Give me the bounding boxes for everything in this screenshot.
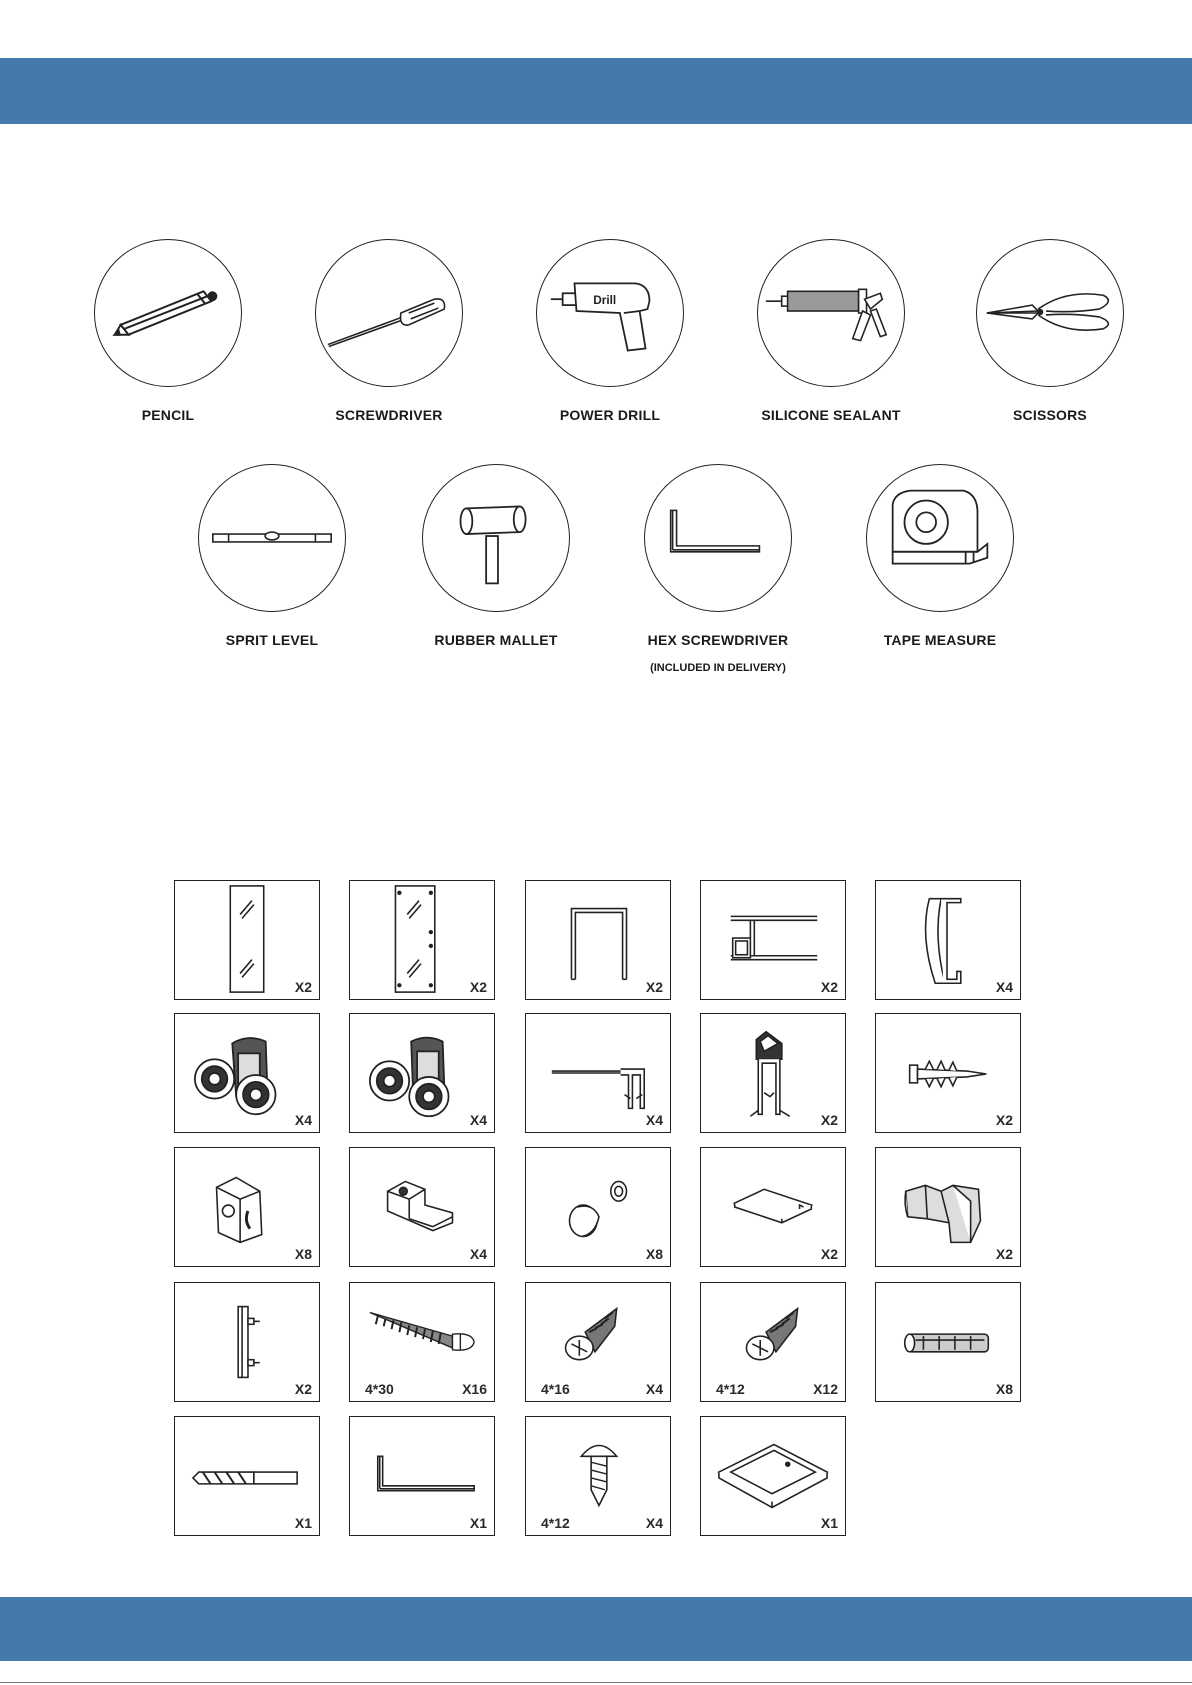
pencil-icon	[95, 240, 241, 386]
part-top-roller	[174, 1013, 320, 1133]
tool-circle	[644, 464, 792, 612]
size-label: 4*16	[541, 1381, 570, 1397]
part-wall-plug	[875, 1013, 1021, 1133]
power-drill-icon	[537, 240, 683, 386]
tool-label: POWER DRILL	[559, 407, 661, 423]
tool-circle	[976, 239, 1124, 387]
tool-circle	[757, 239, 905, 387]
tool-screwdriver	[279, 239, 499, 423]
tool-circle	[536, 239, 684, 387]
part-glass-panel-narrow	[174, 880, 320, 1000]
tool-label: SCISSORS	[1013, 407, 1087, 423]
sealant-gun-icon	[758, 240, 904, 386]
part-handle-bar	[875, 880, 1021, 1000]
quantity-label: X2	[995, 1246, 1013, 1262]
size-label: 4*12	[716, 1381, 745, 1397]
tool-rubber-mallet	[386, 464, 606, 648]
quantity-label: X2	[469, 979, 487, 995]
tool-silicone-sealant	[721, 239, 941, 423]
tool-label: TAPE MEASURE	[883, 632, 997, 648]
quantity-label: X8	[995, 1381, 1013, 1397]
part-screw-4x16	[525, 1282, 671, 1402]
part-stopper-cap	[525, 1147, 671, 1267]
tool-label: SPRIT LEVEL	[225, 632, 319, 648]
hex-key-icon	[645, 465, 791, 611]
tool-circle	[198, 464, 346, 612]
part-glass-panel-wide	[349, 880, 495, 1000]
quantity-label: X16	[462, 1381, 487, 1397]
tape-measure-icon	[867, 465, 1013, 611]
footer-band	[0, 1597, 1192, 1661]
part-bottom-roller	[349, 1013, 495, 1133]
part-magnetic-seal	[700, 1013, 846, 1133]
part-hex-key	[349, 1416, 495, 1536]
part-drill-bit	[174, 1416, 320, 1536]
part-pin-bracket	[174, 1282, 320, 1402]
quantity-label: X1	[469, 1515, 487, 1531]
rubber-mallet-icon	[423, 465, 569, 611]
tool-label: HEX SCREWDRIVER	[647, 632, 789, 648]
part-seal-strip	[525, 1013, 671, 1133]
quantity-label: X1	[294, 1515, 312, 1531]
size-label: 4*30	[365, 1381, 394, 1397]
part-l-bracket	[349, 1147, 495, 1267]
screwdriver-icon	[316, 240, 462, 386]
tool-label: RUBBER MALLET	[434, 632, 558, 648]
quantity-label: X4	[995, 979, 1013, 995]
quantity-label: X12	[813, 1381, 838, 1397]
tool-spirit-level	[162, 464, 382, 648]
quantity-label: X2	[820, 1112, 838, 1128]
spirit-level-icon	[199, 465, 345, 611]
tool-power-drill	[500, 239, 720, 423]
quantity-label: X8	[645, 1246, 663, 1262]
size-label: 4*12	[541, 1515, 570, 1531]
quantity-label: X2	[820, 979, 838, 995]
quantity-label: X4	[645, 1381, 663, 1397]
tool-label: SCREWDRIVER	[335, 407, 443, 423]
part-shower-tray	[700, 1416, 846, 1536]
quantity-label: X4	[469, 1246, 487, 1262]
tool-tape-measure	[830, 464, 1050, 648]
drill-label-text: Drill	[593, 293, 617, 308]
quantity-label: X2	[294, 1381, 312, 1397]
quantity-label: X4	[645, 1112, 663, 1128]
quantity-label: X8	[294, 1246, 312, 1262]
tool-sublabel: (INCLUDED IN DELIVERY)	[650, 662, 786, 674]
part-u-frame	[525, 880, 671, 1000]
tool-pencil	[58, 239, 278, 423]
quantity-label: X2	[294, 979, 312, 995]
part-wall-profile	[700, 880, 846, 1000]
quantity-label: X4	[294, 1112, 312, 1128]
tool-hex-screwdriver	[608, 464, 828, 674]
part-screw-4x12	[700, 1282, 846, 1402]
part-anchor-sleeve	[875, 1282, 1021, 1402]
tool-circle	[866, 464, 1014, 612]
quantity-label: X2	[645, 979, 663, 995]
quantity-label: X2	[820, 1246, 838, 1262]
tool-circle	[422, 464, 570, 612]
header-band	[0, 58, 1192, 124]
tool-scissors	[940, 239, 1160, 423]
part-long-screw	[349, 1282, 495, 1402]
footer-divider	[0, 1682, 1192, 1683]
scissors-icon	[977, 240, 1123, 386]
tool-circle	[315, 239, 463, 387]
part-guide-plate	[700, 1147, 846, 1267]
part-clamp-block	[174, 1147, 320, 1267]
tool-label: PENCIL	[141, 407, 195, 423]
quantity-label: X4	[645, 1515, 663, 1531]
part-corner-connector	[875, 1147, 1021, 1267]
quantity-label: X4	[469, 1112, 487, 1128]
quantity-label: X2	[995, 1112, 1013, 1128]
tool-label: SILICONE SEALANT	[761, 407, 901, 423]
part-round-head-screw	[525, 1416, 671, 1536]
quantity-label: X1	[820, 1515, 838, 1531]
tool-circle	[94, 239, 242, 387]
